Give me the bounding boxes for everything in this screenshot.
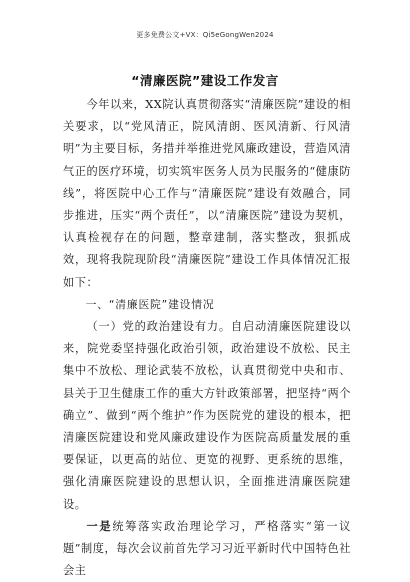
section-heading: 一、“清廉医院”建设情况 <box>85 297 215 311</box>
intro-paragraph: 今年以来，XX院认真贯彻落实“清廉医院”建设的相关要求，以“党风清正，院风清朗、医风清新、行风清明”为主要目标，务措并举推进党风廉政建设，营造风清气正的医疗环境，切实筑牢医务人员为民服务的“健康防线”，将医院中心工作与“清廉医院”建设有效融合，同步推进，压实“两个责任”，以“清廉医院”建设为契机，认真检视存在的问题，整章建制，落实整改，狠抓成效，现将我院现阶段“清廉医院”建设工作具体情况汇报如下： <box>63 98 351 289</box>
document-body <box>63 94 351 582</box>
point-lead: 一是 <box>86 519 113 533</box>
point-paragraph <box>63 516 351 582</box>
point-text: 统筹落实政治理论学习，严格落实“第一议题”制度，每次会议前首先学习习近平新时代中国特色社会主 <box>63 519 351 578</box>
header-note: 更多免费公文+VX：Qi5eGongWen2024 <box>136 31 274 39</box>
document-title: “清廉医院”建设工作发言 <box>131 73 279 88</box>
subsection-paragraph: （一）党的政治建设有力。自启动清廉医院建设以来，院党委坚持强化政治引领，政治建设不放松、民主集中不放松、理论武装不放松，认真贯彻党中央和市、县关于卫生健康工作的重大方针政策部署，把坚持“两个确立”、做到“两个维护”作为医院党的建设的根本，把清廉医院建设和党风廉政建设作为医院高质量发展的重要保证，以更高的站位、更宽的视野、更系统的思维，强化清廉医院建设的思想认识，全面推进清廉医院建设。 <box>63 320 351 511</box>
